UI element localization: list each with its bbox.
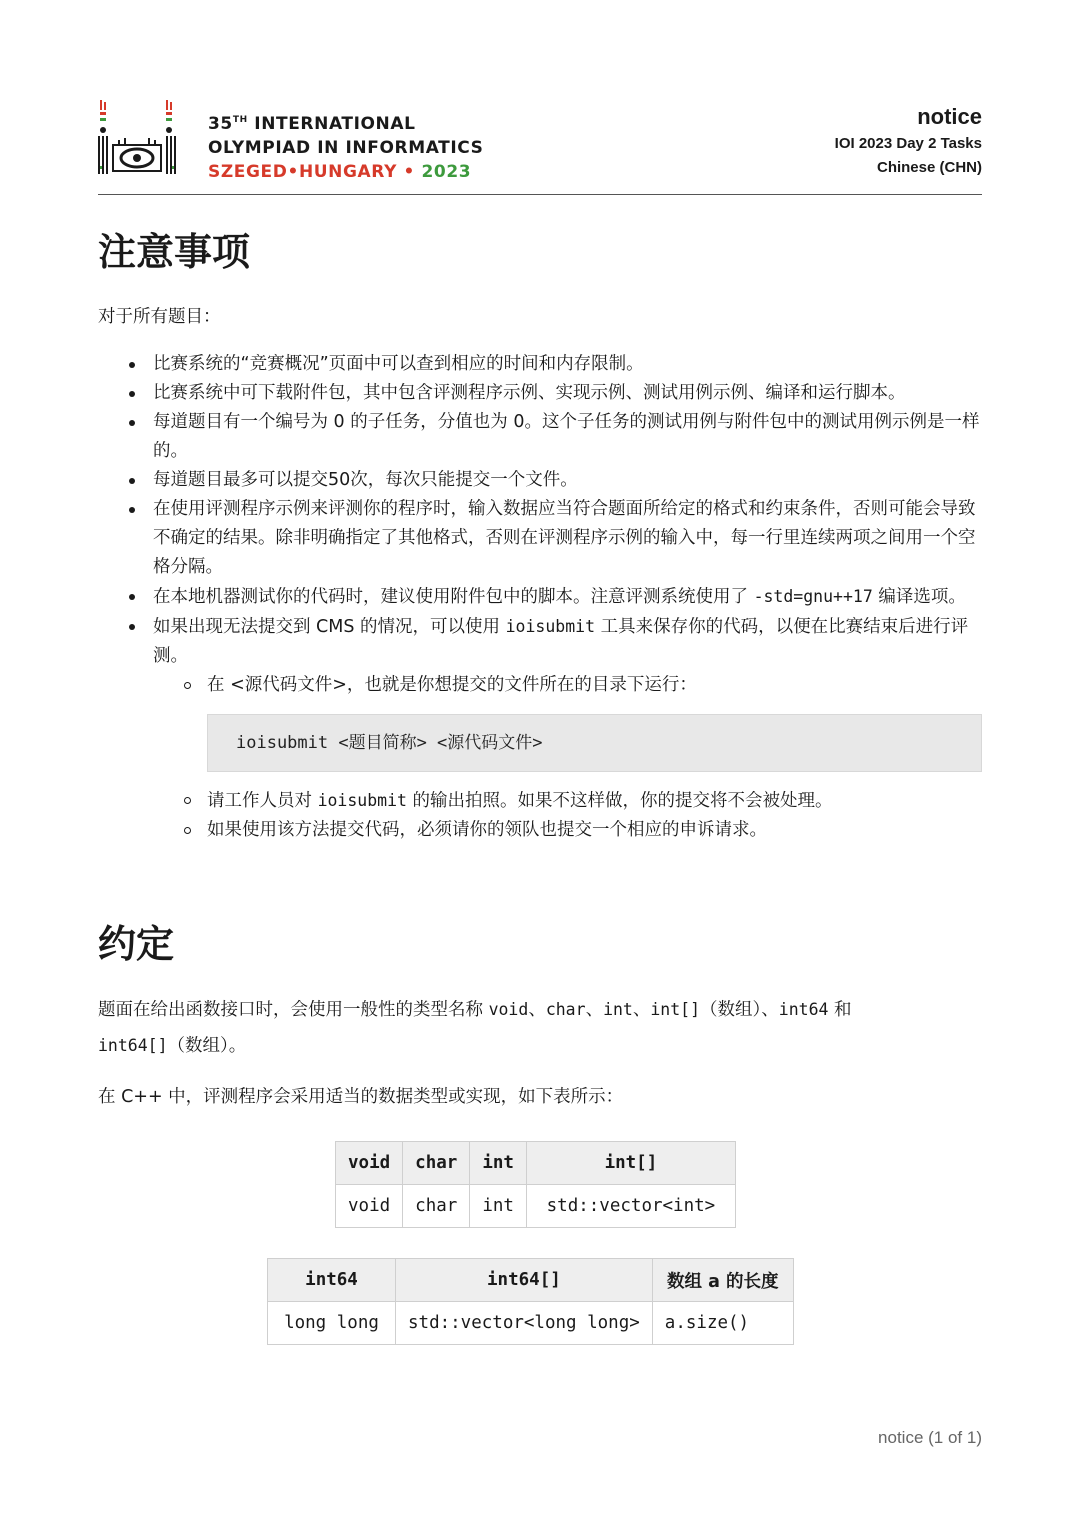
language-label: Chinese (CHN)	[876, 159, 982, 176]
org-line2: OLYMPIAD IN INFORMATICS	[208, 138, 484, 158]
list-item: 如果出现无法提交到 CMS 的情况，可以使用 ioisubmit 工具来保存你的代码，以便在比赛结束后进行评测。	[98, 612, 982, 671]
list-item: 比赛系统的“竞赛概况”页面中可以查到相应的时间和内存限制。	[98, 350, 982, 379]
section-title-conventions: 约定	[98, 922, 175, 966]
intro-text: 对于所有题目：	[98, 307, 221, 327]
org-city: SZEGED	[208, 162, 288, 182]
contest-name: IOI 2023 Day 2 Tasks	[834, 135, 982, 152]
sub-list-item: 如果使用该方法提交代码，必须请你的领队也提交一个相应的申诉请求。	[152, 816, 982, 845]
section-title-notice: 注意事项	[98, 230, 251, 274]
table-row: void char int std::vector<int>	[336, 1185, 736, 1228]
table-row: long long std::vector<long long> a.size()	[268, 1302, 794, 1345]
type-table-2	[267, 1258, 794, 1345]
page-footer: notice (1 of 1)	[878, 1428, 982, 1447]
sub-list-container	[98, 671, 982, 845]
list-item: 每道题目有一个编号为 0 的子任务，分值也为 0。这个子任务的测试用例与附件包中的测试用例示例是一样的。	[98, 408, 982, 466]
document-meta	[835, 102, 982, 180]
page-header	[98, 96, 982, 195]
organization-title: 35TH INTERNATIONAL OLYMPIAD IN INFORMATICS SZEGED•HUNGARY • 2023	[208, 114, 484, 182]
table-header-row: void char int int[]	[336, 1142, 736, 1185]
code-block: ioisubmit <题目简称> <源代码文件>	[207, 714, 982, 772]
list-item: 比赛系统中可下载附件包，其中包含评测程序示例、实现示例、测试用例示例、编译和运行脚本。	[98, 379, 982, 408]
org-edition-suffix: TH	[232, 115, 248, 125]
list-item: 在本地机器测试你的代码时，建议使用附件包中的脚本。注意评测系统使用了 -std=gnu++17 编译选项。	[98, 582, 982, 612]
list-item: 在使用评测程序示例来评测你的程序时，输入数据应当符合题面所给定的格式和约束条件，否则可能会导致不确定的结果。除非明确指定了其他格式，否则在评测程序示例的输入中，每一行里连续两项之间用一个空格分隔。	[98, 495, 982, 582]
sub-list-item: 请工作人员对 ioisubmit 的输出拍照。如果不这样做，你的提交将不会被处理。	[152, 786, 982, 816]
org-line1: INTERNATIONAL	[254, 114, 416, 134]
list-item: 每道题目最多可以提交50次，每次只能提交一个文件。	[98, 466, 982, 495]
org-edition: 35	[208, 114, 233, 134]
org-year: 2023	[421, 162, 472, 182]
type-table-1	[335, 1141, 736, 1228]
notice-list	[98, 350, 982, 845]
sub-list	[98, 671, 982, 700]
sub-list-item: 在 <源代码文件>，也就是你想提交的文件所在的目录下运行：	[152, 671, 982, 700]
conventions-paragraph: 题面在给出函数接口时，会使用一般性的类型名称 void、char、int、int[]（数组）、int64 和 int64[]（数组）。	[98, 1000, 852, 1056]
org-country: HUNGARY	[298, 162, 397, 182]
doc-title: notice	[917, 104, 982, 129]
tool-name: ioisubmit	[505, 617, 596, 636]
compiler-flag: -std=gnu++17	[753, 587, 873, 606]
table-intro: 在 C++ 中，评测程序会采用适当的数据类型或实现，如下表所示：	[98, 1087, 624, 1107]
ioi-logo	[98, 100, 176, 176]
sub-list	[98, 786, 982, 845]
table-header-row: int64 int64[] 数组 a 的长度	[268, 1259, 794, 1302]
